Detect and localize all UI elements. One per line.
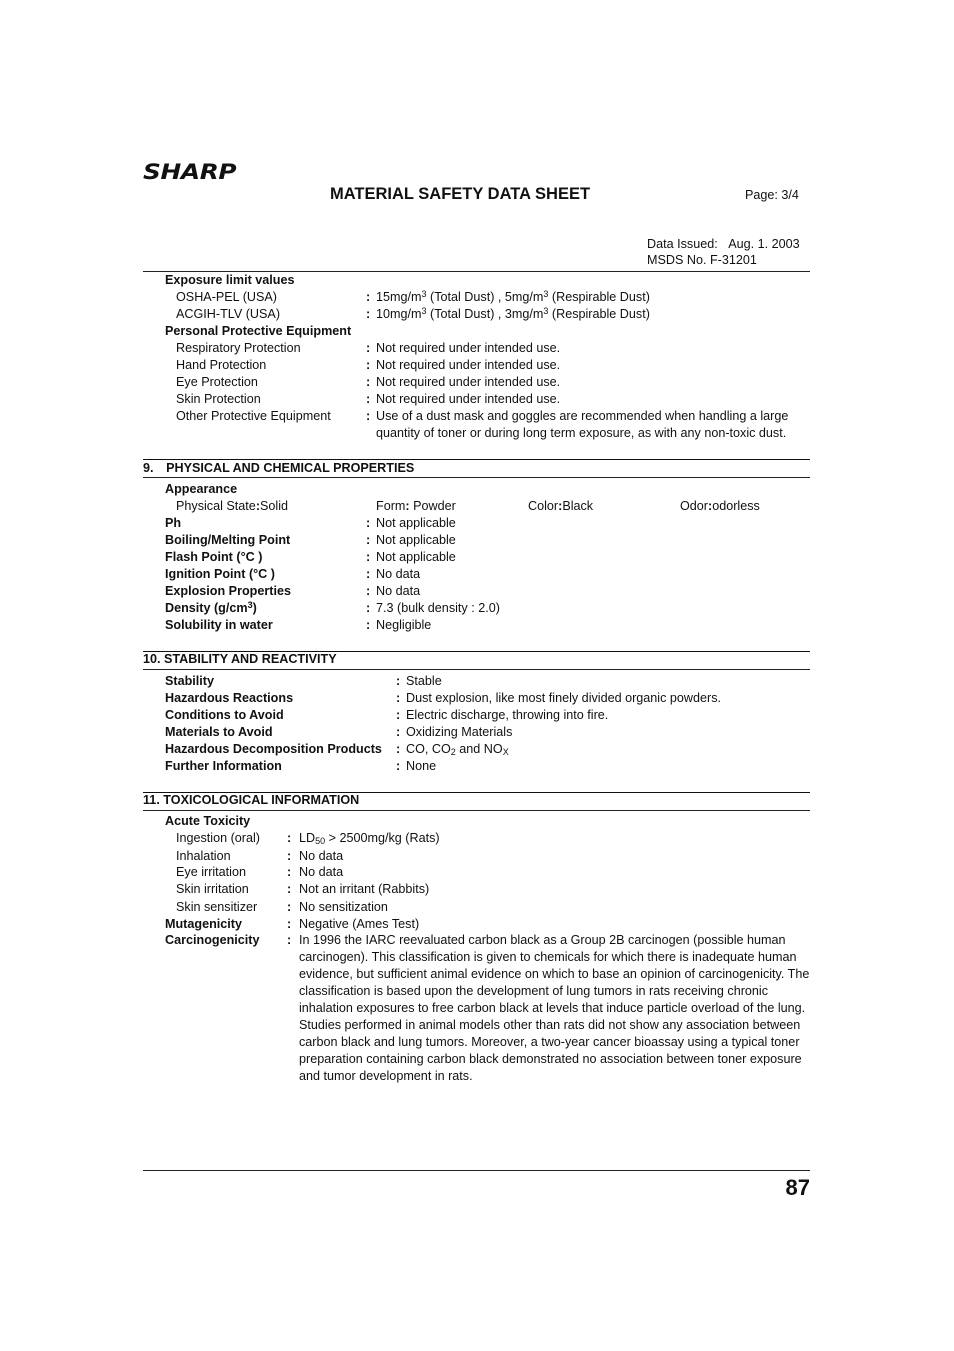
exposure-value: $10mg/m^3$ (Total Dust) , $3mg/m^3$ (Respirable Dust) — [376, 306, 650, 321]
toxicity-row: Skin irritation : Not an irritant (Rabbits) — [176, 882, 430, 896]
ppe-row: Respiratory Protection : Not required under intended use. — [176, 341, 561, 355]
stability-row: Stability : Stable — [165, 674, 442, 688]
ppe-label: Hand Protection — [176, 358, 267, 372]
document-title: MATERIAL SAFETY DATA SHEET — [330, 185, 591, 203]
exposure-row-osha: OSHA-PEL (USA) : $15mg/m^3$ (Total Dust) , $5mg/m^3$ (Respirable Dust) — [176, 289, 650, 304]
mutagenicity-label: Mutagenicity — [165, 917, 242, 931]
ppe-label: Respiratory Protection — [176, 341, 301, 355]
stability-label: Conditions to Avoid — [165, 708, 284, 722]
property-row: Ph : Not applicable — [165, 516, 456, 530]
stability-value: CO, $CO_2$ and $NO_X$ — [406, 742, 509, 757]
ppe-label: Eye Protection — [176, 375, 258, 389]
exposure-heading: Exposure limit values — [165, 273, 295, 287]
property-row: Density $(g/cm^3)$ : 7.3 (bulk density : 2.0) — [165, 600, 500, 615]
property-label: Density $(g/cm^3)$ — [165, 600, 257, 615]
stability-value: Electric discharge, throwing into fire. — [406, 708, 609, 722]
issue-info — [647, 237, 800, 268]
stability-row: Conditions to Avoid : Electric discharge, throwing into fire. — [165, 708, 609, 722]
toxicity-row: Inhalation : No data — [176, 849, 344, 863]
stability-label: Materials to Avoid — [165, 725, 273, 739]
appearance-heading: Appearance — [165, 482, 238, 496]
ppe-label: Other Protective Equipment — [176, 409, 331, 423]
msds-number: MSDS No. F-31201 — [647, 252, 757, 267]
property-label: Ph — [165, 516, 182, 530]
property-row: Ignition Point (°C ) : No data — [165, 567, 421, 581]
property-value: Negligible — [376, 618, 432, 632]
form: Form: Powder — [376, 499, 456, 513]
stability-value: Dust explosion, like most finely divided organic powders. — [406, 691, 721, 705]
property-value: Not applicable — [376, 516, 456, 530]
property-value: 7.3 (bulk density : 2.0) — [376, 601, 500, 615]
section-rule — [143, 810, 810, 811]
ppe-value: Use of a dust mask and goggles are recommended when handling a large quantity of toner or during long term exposure, as with any non-toxic dust. — [376, 409, 789, 440]
page-number: 87 — [785, 1175, 810, 1200]
stability-row: Hazardous Reactions : Dust explosion, like most finely divided organic powders. — [165, 691, 721, 705]
ppe-heading-row — [143, 323, 810, 340]
ppe-row: Skin Protection : Not required under intended use. — [176, 392, 561, 406]
acute-heading-row — [143, 813, 810, 830]
ppe-value: Not required under intended use. — [376, 341, 561, 355]
odor: Odor:odorless — [680, 499, 760, 513]
property-row: Solubility in water : Negligible — [165, 618, 432, 632]
physical-state: Physical State:Solid — [176, 499, 289, 513]
stability-row: Further Information : None — [165, 759, 437, 773]
toxicity-row: Carcinogenicity : In 1996 the IARC reevaluated carbon black as a Group 2B carcinogen (possible human carcinogen). This classification is given to chemicals for which there is inadequate human evidence, but sufficient animal evidence on which to base an opinion of carcinogenicity. The classification is based upon the development of lung tumors in rats receiving chronic inhalation exposures to free carbon black at levels that induce particle overload of the lung. Studies performed in animal models other than rats did not show any association between carbon black and lung tumors. Moreover, a two-year cancer bioassay using a typical toner preparation containing carbon black demonstrated no association between toner exposure and tumor development in rats. — [165, 933, 810, 1083]
appearance-heading-row — [143, 481, 810, 498]
section-9-title: 9. PHYSICAL AND CHEMICAL PROPERTIES — [143, 461, 415, 475]
section-10-title: 10. STABILITY AND REACTIVITY — [143, 652, 337, 666]
property-row: Flash Point (°C ) : Not applicable — [165, 550, 456, 564]
toxicity-label: Inhalation — [176, 849, 231, 863]
ppe-label: Skin Protection — [176, 392, 261, 406]
toxicity-value: Not an irritant (Rabbits) — [299, 882, 430, 896]
stability-label: Hazardous Reactions — [165, 691, 294, 705]
appearance-row — [143, 498, 810, 515]
property-value: Not applicable — [376, 533, 456, 547]
toxicity-value: No data — [299, 865, 344, 879]
stability-label: Further Information — [165, 759, 282, 773]
ppe-value: Not required under intended use. — [376, 358, 561, 372]
toxicity-value: No data — [299, 849, 344, 863]
toxicity-row: Ingestion (oral) : $LD_{50} > 2500mg/kg$ (Rats) — [176, 831, 440, 846]
section-rule — [143, 669, 810, 670]
ppe-row: Eye Protection : Not required under intended use. — [176, 375, 561, 389]
exposure-row-acgih: ACGIH-TLV (USA) : $10mg/m^3$ (Total Dust) , $3mg/m^3$ (Respirable Dust) — [176, 306, 650, 321]
sharp-logo: SHARP — [143, 160, 237, 184]
stability-row: Hazardous Decomposition Products : CO, $CO_2$ and $NO_X$ — [165, 742, 509, 757]
toxicity-label: Skin sensitizer — [176, 900, 258, 914]
issued-date: Aug. 1. 2003 — [728, 237, 800, 251]
ppe-row: Hand Protection : Not required under intended use. — [176, 358, 561, 372]
toxicity-value: $LD_{50} > 2500mg/kg$ (Rats) — [299, 831, 440, 846]
property-value: No data — [376, 584, 421, 598]
property-label: Explosion Properties — [165, 584, 291, 598]
property-row: Boiling/Melting Point : Not applicable — [165, 533, 456, 547]
toxicity-row: Eye irritation : No data — [176, 865, 344, 879]
toxicity-row: Skin sensitizer : No sensitization — [176, 900, 388, 914]
page-indicator: Page: 3/4 — [745, 188, 799, 202]
exposure-value: $15mg/m^3$ (Total Dust) , $5mg/m^3$ (Respirable Dust) — [376, 289, 650, 304]
color: Color:Black — [528, 499, 594, 513]
toxicity-value: No sensitization — [299, 900, 388, 914]
toxicity-label: Ingestion (oral) — [176, 831, 260, 845]
toxicity-label: Eye irritation — [176, 865, 246, 879]
stability-value: Oxidizing Materials — [406, 725, 513, 739]
exposure-heading-row — [143, 272, 810, 289]
stability-row: Materials to Avoid : Oxidizing Materials — [165, 725, 513, 739]
footer-rule — [143, 1170, 810, 1171]
exposure-label: ACGIH-TLV (USA) — [176, 307, 281, 321]
mutagenicity-value: Negative (Ames Test) — [299, 917, 420, 931]
carcinogenicity-value: In 1996 the IARC reevaluated carbon black as a Group 2B carcinogen (possible human carcinogen). This classification is given to chemicals for which there is inadequate human evidence, but sufficient animal evidence on which to base an opinion of carcinogenicity. The classification is based upon the development of lung tumors in rats receiving chronic inhalation exposures to free carbon black at levels that induce particle overload of the lung. Studies performed in animal models other than rats did not show any association between carbon black and lung tumors. Moreover, a two-year cancer bioassay using a typical toner preparation containing carbon black demonstrated no association between toner exposure and tumor development in rats. — [299, 933, 810, 1083]
stability-label: Hazardous Decomposition Products — [165, 742, 382, 756]
issued-label: Data Issued: — [647, 237, 718, 251]
stability-label: Stability — [165, 674, 214, 688]
property-label: Flash Point (°C ) — [165, 550, 263, 564]
stability-value: None — [406, 759, 437, 773]
ppe-value: Not required under intended use. — [376, 392, 561, 406]
property-label: Solubility in water — [165, 618, 273, 632]
section-rule — [143, 477, 810, 478]
toxicity-row: Mutagenicity : Negative (Ames Test) — [165, 917, 420, 931]
exposure-label: OSHA-PEL (USA) — [176, 290, 278, 304]
property-value: No data — [376, 567, 421, 581]
property-label: Boiling/Melting Point — [165, 533, 291, 547]
property-row: Explosion Properties : No data — [165, 584, 421, 598]
ppe-value: Not required under intended use. — [376, 375, 561, 389]
ppe-row-other: Other Protective Equipment : Use of a dust mask and goggles are recommended when handling a large quantity of toner or during long term exposure, as with any non-toxic dust. — [143, 408, 810, 442]
carcinogenicity-label: Carcinogenicity — [165, 933, 260, 947]
acute-toxicity-heading: Acute Toxicity — [165, 814, 251, 828]
property-value: Not applicable — [376, 550, 456, 564]
property-label: Ignition Point (°C ) — [165, 567, 275, 581]
ppe-heading: Personal Protective Equipment — [165, 324, 352, 338]
section-11-title: 11. TOXICOLOGICAL INFORMATION — [143, 793, 360, 807]
stability-value: Stable — [406, 674, 442, 688]
toxicity-label: Skin irritation — [176, 882, 249, 896]
